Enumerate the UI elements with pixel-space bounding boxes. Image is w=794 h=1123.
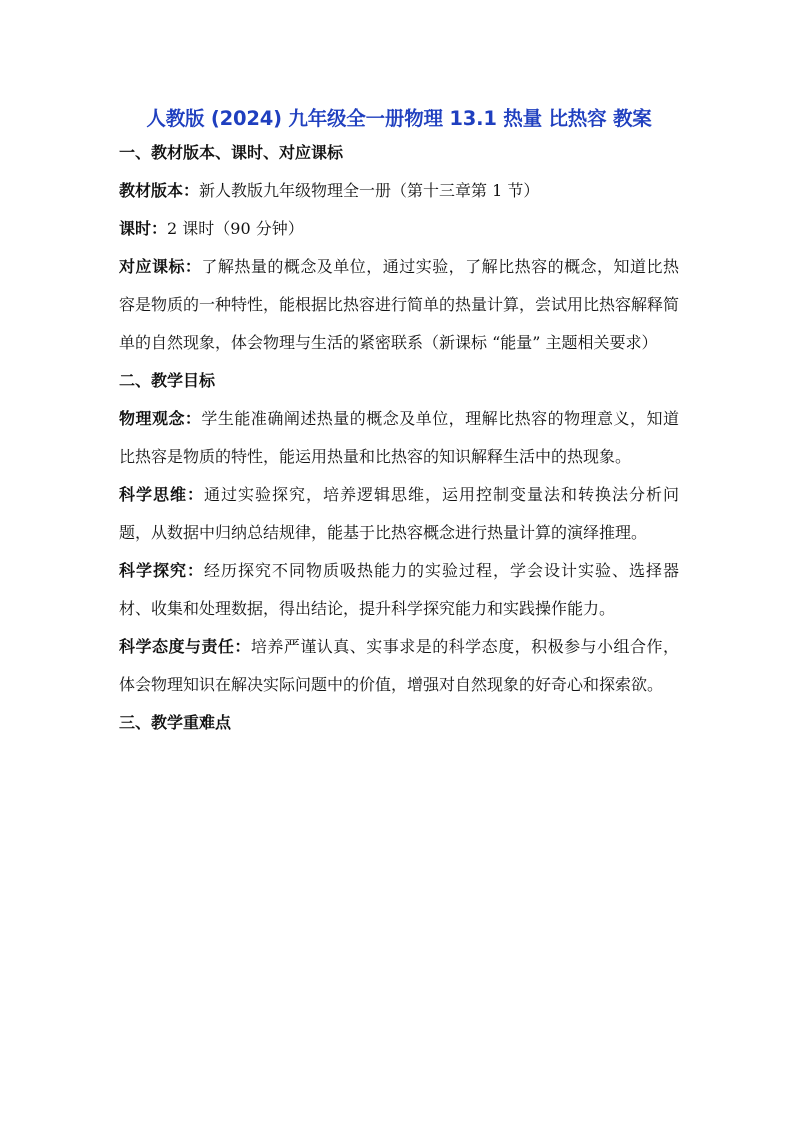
lessons-text: 2 课时（90 分钟） <box>167 219 304 238</box>
curriculum-standard-label: 对应课标： <box>119 257 202 276</box>
document-title: 人教版 (2024) 九年级全一册物理 13.1 热量 比热容 教案 <box>146 107 652 130</box>
lessons-paragraph <box>119 210 679 248</box>
scientific-thinking-text: 通过实验探究，培养逻辑思维，运用控制变量法和转换法分析问题，从数据中归纳总结规律，能基于比热容概念进行热量计算的演绎推理。 <box>119 485 679 542</box>
physics-concept-paragraph <box>119 400 679 476</box>
curriculum-standard-paragraph <box>119 248 679 362</box>
physics-concept-text: 学生能准确阐述热量的概念及单位，理解比热容的物理意义，知道比热容是物质的特性，能运用热量和比热容的知识解释生活中的热现象。 <box>119 409 679 466</box>
attitude-responsibility-text: 培养严谨认真、实事求是的科学态度，积极参与小组合作，体会物理知识在解决实际问题中的价值，增强对自然现象的好奇心和探索欲。 <box>119 637 679 694</box>
scientific-inquiry-paragraph <box>119 552 679 628</box>
attitude-responsibility-label: 科学态度与责任： <box>119 637 251 656</box>
section-heading-2: 二、教学目标 <box>119 371 216 390</box>
lessons-label: 课时： <box>119 219 168 238</box>
scientific-thinking-label: 科学思维： <box>119 485 204 504</box>
curriculum-standard-text: 了解热量的概念及单位，通过实验，了解比热容的概念，知道比热容是物质的一种特性，能根据比热容进行简单的热量计算，尝试用比热容解释简单的自然现象，体会物理与生活的紧密联系（新课标 “能量” 主题相关要求） <box>119 257 680 352</box>
textbook-version-text: 新人教版九年级物理全一册（第十三章第 1 节） <box>199 181 540 200</box>
physics-concept-label: 物理观念： <box>119 409 202 428</box>
document-content <box>119 104 679 742</box>
textbook-version-paragraph <box>119 172 679 210</box>
scientific-inquiry-text: 经历探究不同物质吸热能力的实验过程，学会设计实验、选择器材、收集和处理数据，得出结论，提升科学探究能力和实践操作能力。 <box>119 561 679 618</box>
scientific-inquiry-label: 科学探究： <box>119 561 204 580</box>
attitude-responsibility-paragraph <box>119 628 679 704</box>
section-heading-3: 三、教学重难点 <box>119 713 232 732</box>
section-heading-1: 一、教材版本、课时、对应课标 <box>119 143 344 162</box>
textbook-version-label: 教材版本： <box>119 181 200 200</box>
scientific-thinking-paragraph <box>119 476 679 552</box>
